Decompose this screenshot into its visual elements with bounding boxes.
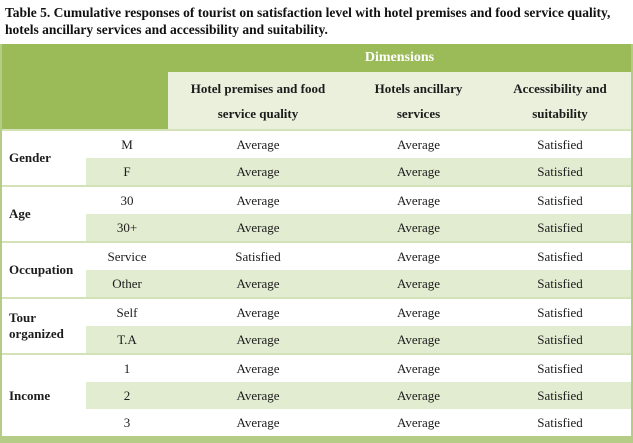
table-bottom-border [0,436,633,443]
header-row-dimensions [2,44,631,72]
category-cell: Service [86,242,168,270]
category-cell: M [121,136,133,152]
table-row [2,326,631,354]
results-table [2,44,631,436]
category-cell: F [86,158,168,186]
value-cell: Satisfied [489,158,631,186]
category-cell: Other [86,270,168,298]
table-caption: Table 5. Cumulative responses of tourist on satisfaction level with hotel premises and food service quality, hotels ancillary services and accessibility and suitability. [5,5,611,37]
value-cell: Average [168,214,348,242]
value-cell: Average [168,298,348,326]
value-cell: Average [348,158,489,186]
category-cell: 2 [86,382,168,409]
value-cell: Average [348,326,489,354]
table-row [2,186,631,214]
category-cell: 1 [86,354,168,382]
header-corner-cell [2,44,168,130]
table-row [2,130,631,158]
value-cell: Average [348,214,489,242]
category-cell: T.A [86,326,168,354]
value-cell: Satisfied [489,382,631,409]
group-label-age: Age [2,186,86,242]
table-row [2,409,631,436]
column-header-hotel-premises: Hotel premises and food service quality [168,72,348,130]
value-cell: Satisfied [489,326,631,354]
category-cell: Self [86,298,168,326]
value-cell: Satisfied [537,414,583,430]
table-row [2,298,631,326]
value-cell: Average [348,186,489,214]
group-label-tour-organized: Tour organized [2,298,86,354]
value-cell: Average [348,354,489,382]
value-cell: Average [348,298,489,326]
value-cell: Satisfied [489,242,631,270]
value-cell: Satisfied [489,354,631,382]
column-header-ancillary-services: Hotels ancillary services [348,72,489,130]
dimensions-header: Dimensions [168,44,631,72]
value-cell: Average [168,158,348,186]
table-row [2,158,631,186]
table-row [2,354,631,382]
value-cell: Average [348,242,489,270]
value-cell: Satisfied [168,242,348,270]
value-cell: Average [168,326,348,354]
value-cell: Average [236,136,280,152]
value-cell: Satisfied [489,214,631,242]
value-cell: Average [168,382,348,409]
group-label-gender: Gender [2,130,86,186]
value-cell: Satisfied [537,136,583,152]
column-header-accessibility: Accessibility and suitability [489,72,631,130]
value-cell: Average [168,186,348,214]
value-cell: Average [236,414,280,430]
table-row [2,242,631,270]
category-cell: 30+ [86,214,168,242]
group-label-income: Income [2,354,86,436]
value-cell: Satisfied [489,298,631,326]
value-cell: Average [396,136,441,152]
value-cell: Satisfied [489,186,631,214]
group-label-occupation: Occupation [2,242,86,298]
value-cell: Average [348,270,489,298]
category-cell: 3 [123,414,131,430]
table-row [2,270,631,298]
value-cell: Average [168,354,348,382]
value-cell: Average [396,414,441,430]
value-cell: Average [168,270,348,298]
table-row [2,214,631,242]
satisfaction-table [0,44,633,436]
value-cell: Satisfied [489,270,631,298]
table-row [2,382,631,409]
value-cell: Average [348,382,489,409]
category-cell: 30 [86,186,168,214]
